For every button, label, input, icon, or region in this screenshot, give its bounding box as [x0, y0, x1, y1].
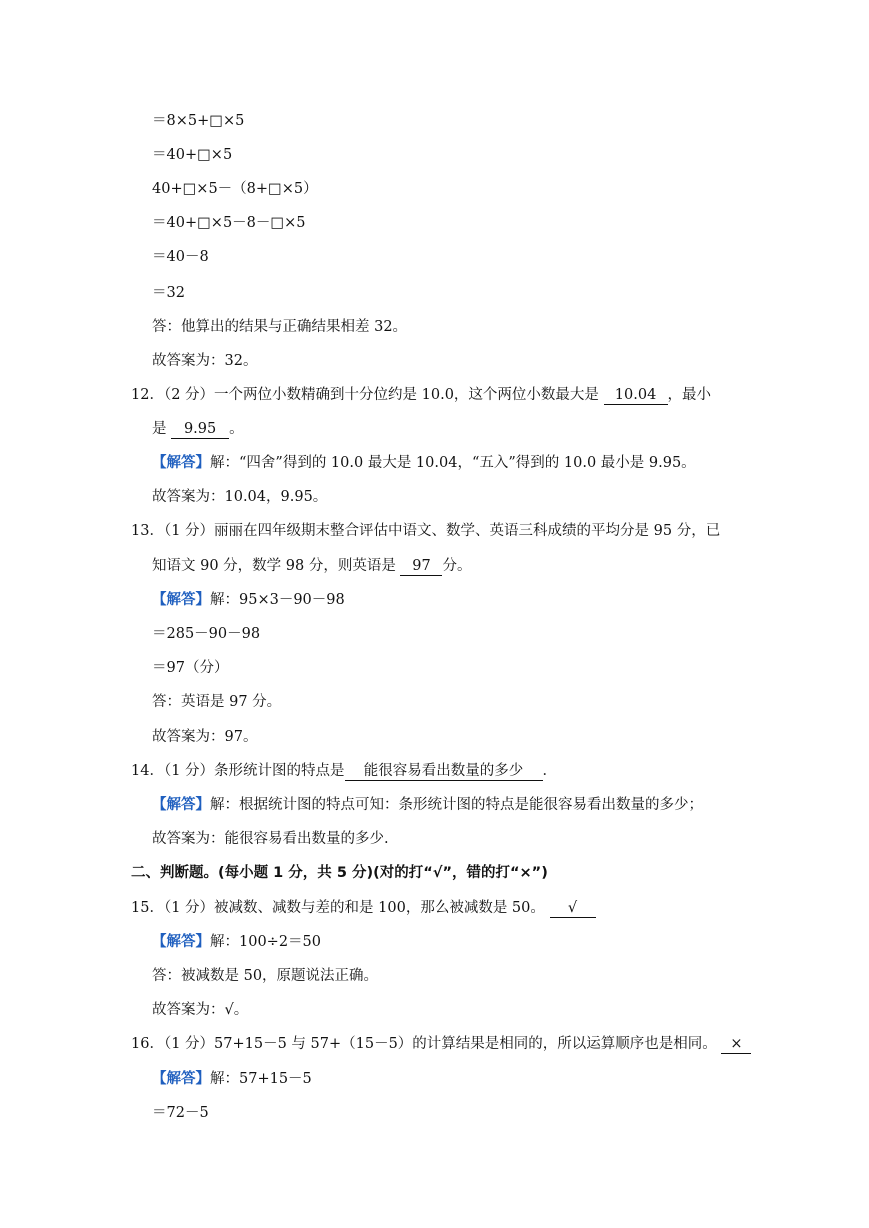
solution-line [152, 932, 321, 952]
question-text: ，最小 [667, 387, 712, 403]
solution-tag: 【解答】 [152, 591, 210, 608]
solution-text: 解：95×3－90－98 [210, 592, 345, 608]
solution-line [152, 453, 696, 473]
answer-blank: 10.04 [604, 386, 668, 405]
answer-line: 故答案为：能很容易看出数量的多少. [152, 831, 389, 847]
solution-tag: 【解答】 [152, 454, 210, 471]
question-text: 知语文 90 分，数学 98 分，则英语是 [152, 558, 401, 574]
calc-line: ＝285－90－98 [152, 626, 261, 642]
answer-blank: × [721, 1035, 751, 1054]
calc-line: ＝8×5+□×5 [152, 113, 245, 129]
question-14 [131, 761, 557, 781]
question-text: 。 [229, 421, 244, 437]
calc-line: ＝97（分） [152, 660, 229, 676]
answer-blank: √ [550, 899, 596, 918]
question-13: 13．（1 分）丽丽在四年级期末整合评估中语文、数学、英语三科成绩的平均分是 95 分，已 [131, 523, 721, 539]
answer-line: 答：英语是 97 分。 [152, 694, 282, 710]
question-text: 16．（1 分）57+15－5 与 57+（15－5）的计算结果是相同的，所以运算顺序也是相同。 [131, 1036, 722, 1052]
solution-text: 解：57+15－5 [210, 1071, 312, 1087]
question-text: ． [542, 763, 558, 779]
question-text: 12．（2 分）一个两位小数精确到十分位约是 10.0，这个两位小数最大是 [131, 387, 604, 403]
answer-line: 故答案为：32。 [152, 353, 258, 369]
question-12 [131, 385, 711, 405]
question-16 [131, 1034, 751, 1054]
answer-blank: 97 [400, 557, 442, 576]
section-heading: 二、判断题。(每小题 1 分，共 5 分)(对的打“√”，错的打“×”) [131, 865, 548, 881]
solution-text: 解：根据统计图的特点可知：条形统计图的特点是能很容易看出数量的多少； [210, 797, 703, 813]
question-text: 是 [152, 421, 172, 437]
solution-line [152, 590, 345, 610]
calc-line: 40+□×5－（8+□×5） [152, 181, 318, 197]
calc-line: ＝40－8 [152, 249, 209, 265]
question-text: 15．（1 分）被减数、减数与差的和是 100，那么被减数是 50。 [131, 900, 550, 916]
answer-line: 故答案为：10.04，9.95。 [152, 489, 328, 505]
question-15 [131, 898, 596, 918]
answer-line: 答：被减数是 50，原题说法正确。 [152, 968, 379, 984]
solution-tag: 【解答】 [152, 1070, 210, 1087]
solution-line [152, 1069, 312, 1089]
question-text: 14．（1 分）条形统计图的特点是 [131, 763, 345, 779]
calc-line: ＝32 [152, 285, 185, 301]
solution-tag: 【解答】 [152, 796, 210, 813]
answer-blank: 能很容易看出数量的多少 [345, 762, 543, 781]
solution-line [152, 795, 703, 815]
calc-line: ＝40+□×5 [152, 147, 233, 163]
calc-line: ＝72－5 [152, 1105, 209, 1121]
solution-text: 解：100÷2＝50 [210, 934, 322, 950]
answer-blank: 9.95 [171, 420, 229, 439]
answer-line: 故答案为：√。 [152, 1002, 249, 1018]
question-text: 分。 [442, 558, 472, 574]
question-13-cont [152, 556, 471, 576]
solution-tag: 【解答】 [152, 933, 210, 950]
calc-line: ＝40+□×5－8－□×5 [152, 215, 306, 231]
answer-line: 答：他算出的结果与正确结果相差 32。 [152, 319, 408, 335]
question-12-cont [152, 419, 244, 439]
solution-text: 解：“四舍”得到的 10.0 最大是 10.04，“五入”得到的 10.0 最小是 9.95。 [210, 455, 696, 471]
answer-line: 故答案为：97。 [152, 729, 258, 745]
